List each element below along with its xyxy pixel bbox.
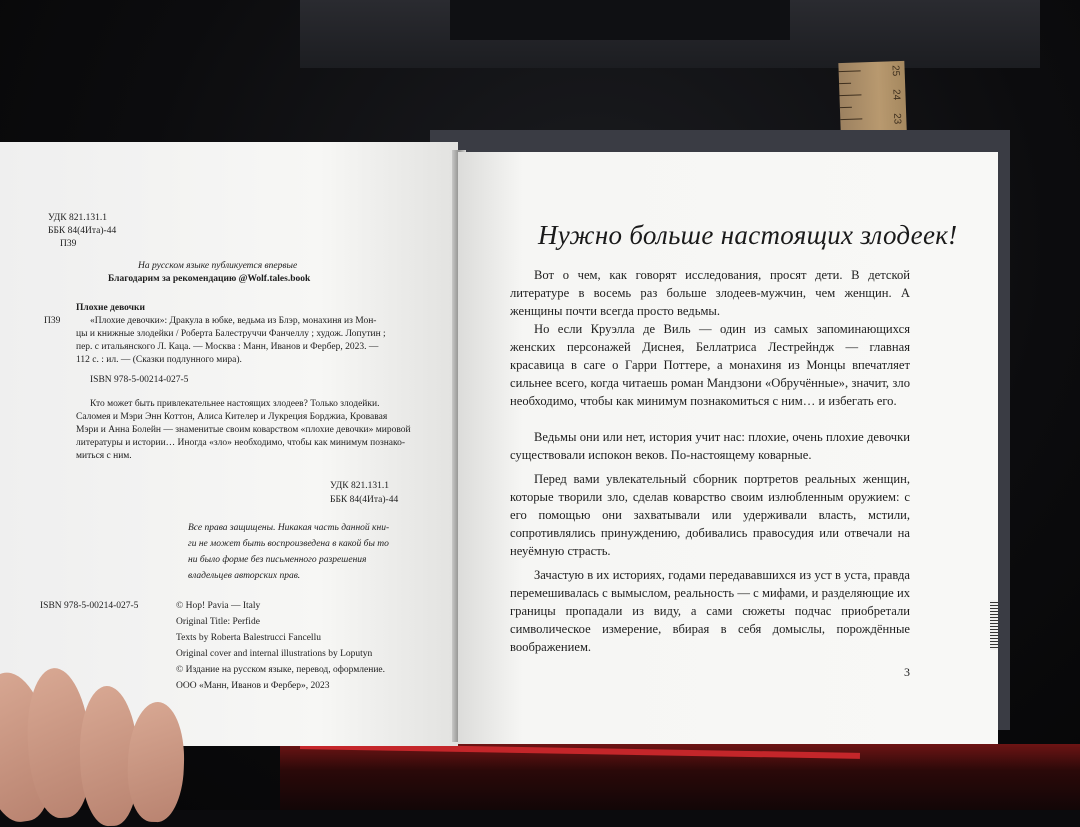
udk-code-bottom: УДК 821.131.1 — [330, 481, 389, 491]
copyright-line: Original Title: Perfide — [176, 617, 260, 627]
ruler-tick — [839, 70, 861, 72]
barcode-edge — [990, 600, 998, 650]
paragraph: Но если Круэлла де Виль — один из самых запоминающихся женских персонажей Диснея, Беллатриса Лестрейндж — главная красавица в саге о Гарри Поттере, а монахиня из Монцы впечатляет сильнее всего, когда читаешь роман Мандзони «Обручённые», значит, зло необходимо, чтобы как минимум познакомиться с ним… и избегать его. — [510, 322, 910, 408]
annotation-line: миться с ним. — [76, 451, 132, 461]
thanks-line: Благодарим за рекомендацию @Wolf.tales.book — [108, 274, 311, 284]
annotation-line: Саломея и Мэри Энн Коттон, Алиса Кителер и Лукреция Борджиа, Кровавая — [76, 412, 388, 422]
right-page — [458, 152, 998, 744]
ruler-tick — [840, 107, 852, 108]
biblio-line: цы и книжные злодейки / Роберта Балеструччи Фанчеллу ; худож. Лопутин ; — [76, 329, 386, 339]
copyright-line: © Издание на русском языке, перевод, оформление. — [176, 665, 386, 675]
copyright-line: Original cover and internal illustrations by Loputyn — [176, 649, 373, 659]
copyright-line: © Hop! Pavia — Italy — [176, 601, 261, 611]
udk-code: УДК 821.131.1 — [48, 213, 107, 223]
book-title: Плохие девочки — [76, 303, 145, 313]
copyright-line: Texts by Roberta Balestrucci Fancellu — [176, 633, 321, 643]
rights-line: Все права защищены. Никакая часть данной кни- — [188, 523, 390, 533]
bbk-code: ББК 84(4Ита)-44 — [48, 226, 117, 236]
paragraph: Зачастую в их историях, годами передававшихся из уст в уста, правда перемешивалась с вымыслом, реальность — с мифами, и разделяющие их границы пропадали из виду, а сами сюжеты подчас приобретали символическое измерение, вбирая в себя домыслы, порождённые воображением. — [510, 568, 910, 654]
copyright-line: ООО «Манн, Иванов и Фербер», 2023 — [176, 681, 330, 691]
chapter-title: Нужно больше настоящих злодеек! — [538, 220, 958, 250]
paragraph: Перед вами увлекательный сборник портретов реальных женщин, которые творили зло, сделав коварство своим излюбленным оружием: с его помощью они захватывали или удерживали власть, мстили, сопротивлялись принуждению, добивались правосудия или отвечали на неуёмную страсть. — [510, 472, 910, 558]
biblio-line: «Плохие девочки»: Дракула в юбке, ведьма из Блэр, монахиня из Мон- — [90, 316, 377, 326]
author-sign-side: П39 — [44, 316, 61, 326]
ruler-number: 24 — [890, 88, 902, 101]
paragraph: Ведьмы они или нет, история учит нас: плохие, очень плохие девочки существовали испокон веков. По-настоящему коварные. — [510, 430, 910, 462]
isbn-bottom: ISBN 978-5-00214-027-5 — [40, 601, 139, 611]
page-number: 3 — [904, 665, 910, 679]
bbk-code-bottom: ББК 84(4Ита)-44 — [330, 495, 399, 505]
biblio-line: 112 с. : ил. — (Сказки подлунного мира). — [76, 355, 242, 365]
annotation-line: Кто может быть привлекательнее настоящих злодеев? Только злодейки. — [90, 399, 380, 409]
author-sign: П39 — [60, 239, 77, 249]
annotation-line: литературы и истории… Иногда «зло» необходимо, чтобы как минимум познако- — [76, 438, 406, 448]
ruler-number: 25 — [889, 64, 901, 77]
ruler-tick — [839, 83, 851, 84]
isbn-inline: ISBN 978-5-00214-027-5 — [90, 375, 189, 385]
left-page-imprint — [0, 142, 458, 746]
rights-line: ги не может быть воспроизведена в какой бы то — [188, 539, 389, 549]
dark-object-top — [300, 0, 1040, 68]
ruler-number: 23 — [891, 112, 903, 125]
ruler-tick — [839, 94, 861, 96]
ruler-tick — [840, 118, 862, 120]
rights-line: владельцев авторских прав. — [188, 571, 301, 581]
rights-line: ни было форме без письменного разрешения — [188, 555, 367, 565]
biblio-line: пер. с итальянского Л. Каца. — Москва : Манн, Иванов и Фербер, 2023. — — [76, 342, 379, 352]
annotation-line: Мэри и Анна Болейн — знаменитые своим коварством «плохие девочки» мировой — [76, 425, 411, 435]
paragraph: Вот о чем, как говорят исследования, просят дети. В детской литературе в восемь раз больше злодеев-мужчин, чем женщин. А женщины почти всегда просто ведьмы. — [510, 268, 910, 318]
first-publication-note: На русском языке публикуется впервые — [138, 261, 298, 271]
